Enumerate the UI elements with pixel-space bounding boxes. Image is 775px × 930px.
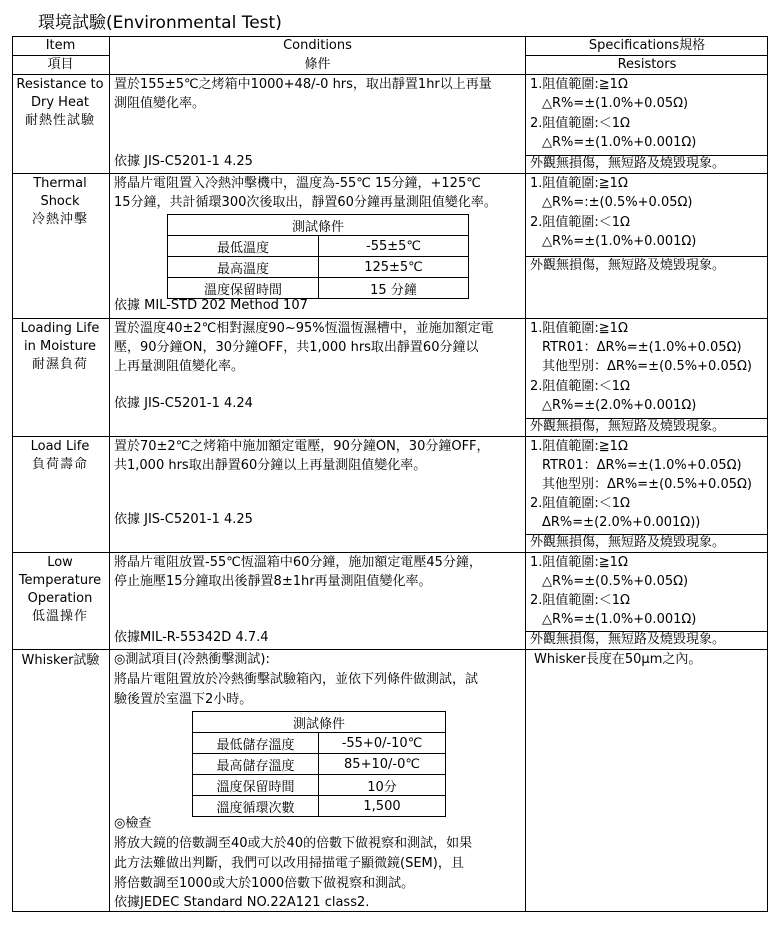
condition-text: 測阻值變化率。 [114, 96, 206, 111]
item-name-en: Thermal [33, 176, 87, 191]
item-name-zh: 冷熱沖擊 [31, 212, 88, 227]
header-conditions-en: Conditions [283, 38, 352, 53]
spec-line: 2.阻值範圍:＜1Ω [530, 496, 630, 511]
condition-text: 驗後置於室溫下2小時。 [114, 692, 253, 707]
item-name-zh: 耐熱性試驗 [24, 113, 95, 128]
spec-line: RTR01：ΔR%=±(1.0%+0.05Ω) [542, 340, 742, 355]
table-cell-label: 溫度保留時間 [193, 775, 319, 796]
item-name-en: Load Life [30, 439, 90, 454]
table-cell-label: 最低儲存溫度 [193, 733, 319, 754]
header-resistors: Resistors [617, 57, 677, 72]
spec-appearance: 外觀無損傷，無短路及燒毀現象。 [530, 535, 726, 550]
table-cell-label: 溫度循環次數 [193, 796, 319, 817]
row-low-temp-operation-item [12, 554, 108, 626]
item-name-zh: 低溫操作 [31, 609, 88, 624]
condition-text: 置於155±5℃之烤箱中1000+48/-0 hrs，取出靜置1hr以上再量 [114, 77, 492, 92]
row-thermal-shock-item [12, 175, 108, 229]
test-conditions-title: 測試條件 [193, 712, 446, 733]
page-title: 環境試驗(Environmental Test) [38, 13, 282, 33]
inspection-text: 此方法難做出判斷，我們可以改用掃描電子顯微鏡(SEM)，且 [114, 856, 464, 871]
item-name-zh: 負荷壽命 [31, 457, 88, 472]
item-name-en: Operation [27, 591, 93, 606]
spec-line: △R%=±(1.0%+0.001Ω) [542, 234, 697, 249]
table-row [193, 796, 446, 817]
condition-text: 將晶片電阻置入冷熱沖擊機中，溫度為-55℃ 15分鐘，+125℃ [114, 176, 481, 191]
spec-line: △R%=±(1.0%+0.001Ω) [542, 612, 697, 627]
spec-line: 其他型別：ΔR%=±(0.5%+0.05Ω) [542, 359, 753, 374]
spec-line: △R%=±(1.0%+0.05Ω) [542, 96, 689, 111]
column-divider-item [109, 36, 110, 912]
spec-line: 1.阻值範圍:≧1Ω [530, 176, 628, 191]
condition-text: 置於溫度40±2℃相對濕度90~95%恆溫恆濕槽中，並施加額定電 [114, 321, 494, 336]
spec-appearance: 外觀無損傷，無短路及燒毀現象。 [530, 156, 726, 171]
spec-line: 1.阻值範圍:≧1Ω [530, 439, 628, 454]
condition-text: 共1,000 hrs取出靜置60分鐘以上再量測阻值變化率。 [114, 458, 427, 473]
table-cell-value: 125±5℃ [319, 257, 469, 278]
table-border-left [12, 36, 13, 912]
row-load-life-item [12, 438, 108, 474]
standard-reference: 依據JEDEC Standard NO.22A121 class2. [114, 895, 370, 910]
item-name-en: Loading Life [20, 321, 100, 336]
row-loading-life-moisture-item [12, 320, 108, 374]
spec-line: 2.阻值範圍:＜1Ω [530, 593, 630, 608]
row-dry-heat-item [12, 76, 108, 130]
spec-line: △R%=±(0.5%+0.05Ω) [542, 574, 689, 589]
spec-line: 1.阻值範圍:≧1Ω [530, 555, 628, 570]
item-name-en: Resistance to [16, 77, 104, 92]
condition-text: 壓，90分鐘ON，30分鐘OFF，共1,000 hrs取出靜置60分鐘以 [114, 340, 479, 355]
spec-appearance: 外觀無損傷，無短路及燒毀現象。 [530, 258, 726, 273]
header-specifications: Specifications規格 [588, 38, 706, 53]
spec-line: △R%=:±(0.5%+0.05Ω) [542, 195, 693, 210]
spec-line: 1.阻值範圍:≧1Ω [530, 321, 628, 336]
table-cell-value: 15 分鐘 [319, 278, 469, 299]
item-name-en: Shock [40, 194, 80, 209]
standard-reference: 依據 JIS-C5201-1 4.25 [114, 512, 253, 527]
spec-line: △R%=±(2.0%+0.001Ω) [542, 398, 697, 413]
test-conditions-table [192, 711, 446, 817]
environmental-test-table [12, 36, 768, 912]
standard-reference: 依據 JIS-C5201-1 4.24 [114, 396, 253, 411]
table-cell-value: -55±5℃ [319, 236, 469, 257]
item-name-zh: 耐濕負荷 [31, 357, 88, 372]
standard-reference: 依據 JIS-C5201-1 4.25 [114, 154, 253, 169]
table-cell-label: 溫度保留時間 [168, 278, 319, 299]
test-conditions-table [167, 214, 469, 299]
row-whisker-item: Whisker試驗 [21, 653, 100, 668]
condition-text: 停止施壓15分鐘取出後靜置8±1hr再量測阻值變化率。 [114, 574, 432, 589]
condition-text: 置於70±2℃之烤箱中施加額定電壓，90分鐘ON，30分鐘OFF， [114, 439, 490, 454]
header-conditions-zh: 條件 [304, 57, 331, 72]
table-cell-label: 最低溫度 [168, 236, 319, 257]
condition-text: 上再量測阻值變化率。 [114, 359, 245, 374]
table-row [193, 754, 446, 775]
condition-text: 將晶片電阻置放於冷熱衝擊試驗箱內，並依下列條件做測試，試 [114, 672, 479, 687]
spec-appearance: 外觀無損傷，無短路及燒毀現象。 [530, 419, 726, 434]
table-cell-value: -55+0/-10℃ [319, 733, 446, 754]
table-row [168, 257, 469, 278]
item-name-en: Low [47, 555, 73, 570]
spec-line: 2.阻值範圍:＜1Ω [530, 215, 630, 230]
inspection-title: ◎檢查 [114, 816, 152, 831]
condition-text: 將晶片電阻放置-55℃恆溫箱中60分鐘，施加額定電壓45分鐘， [114, 555, 482, 570]
table-cell-label: 最高儲存溫度 [193, 754, 319, 775]
spec-line: △R%=±(1.0%+0.001Ω) [542, 135, 697, 150]
standard-reference: 依據 MIL-STD 202 Method 107 [114, 298, 308, 313]
item-name-en: in Moisture [24, 339, 96, 354]
spec-appearance: 外觀無損傷，無短路及燒毀現象。 [530, 632, 726, 647]
spec-line: RTR01：ΔR%=±(1.0%+0.05Ω) [542, 458, 742, 473]
table-cell-value: 1,500 [319, 796, 446, 817]
inspection-text: 將倍數調至1000或大於1000倍數下做視察和測試。 [114, 876, 415, 891]
spec-line: ΔR%=±(2.0%+0.001Ω)) [542, 515, 701, 530]
table-cell-value: 10分 [319, 775, 446, 796]
header-item-zh: 項目 [47, 57, 74, 72]
table-row [193, 733, 446, 754]
spec-line: 1.阻值範圍:≧1Ω [530, 77, 628, 92]
column-divider-spec [525, 36, 526, 912]
condition-text: 15分鐘，共計循環300次後取出，靜置60分鐘再量測阻值變化率。 [114, 195, 497, 210]
spec-line: Whisker長度在50μm之內。 [534, 652, 702, 667]
header-item-en: Item [45, 38, 76, 53]
table-row [193, 775, 446, 796]
item-name-en: Dry Heat [30, 95, 90, 110]
spec-line: 2.阻值範圍:＜1Ω [530, 116, 630, 131]
table-row [168, 236, 469, 257]
table-cell-label: 最高溫度 [168, 257, 319, 278]
test-conditions-title: 測試條件 [168, 215, 469, 236]
table-border-right [767, 36, 768, 912]
spec-line: 2.阻值範圍:＜1Ω [530, 379, 630, 394]
inspection-text: 將放大鏡的倍數調至40或大於40的倍數下做視察和測試，如果 [114, 836, 473, 851]
standard-reference: 依據MIL-R-55342D 4.7.4 [114, 630, 269, 645]
spec-line: 其他型別：ΔR%=±(0.5%+0.05Ω) [542, 477, 753, 492]
table-cell-value: 85+10/-0℃ [319, 754, 446, 775]
condition-text: ◎測試項目(冷熱衝擊測試): [114, 652, 270, 667]
item-name-en: Temperature [18, 573, 102, 588]
